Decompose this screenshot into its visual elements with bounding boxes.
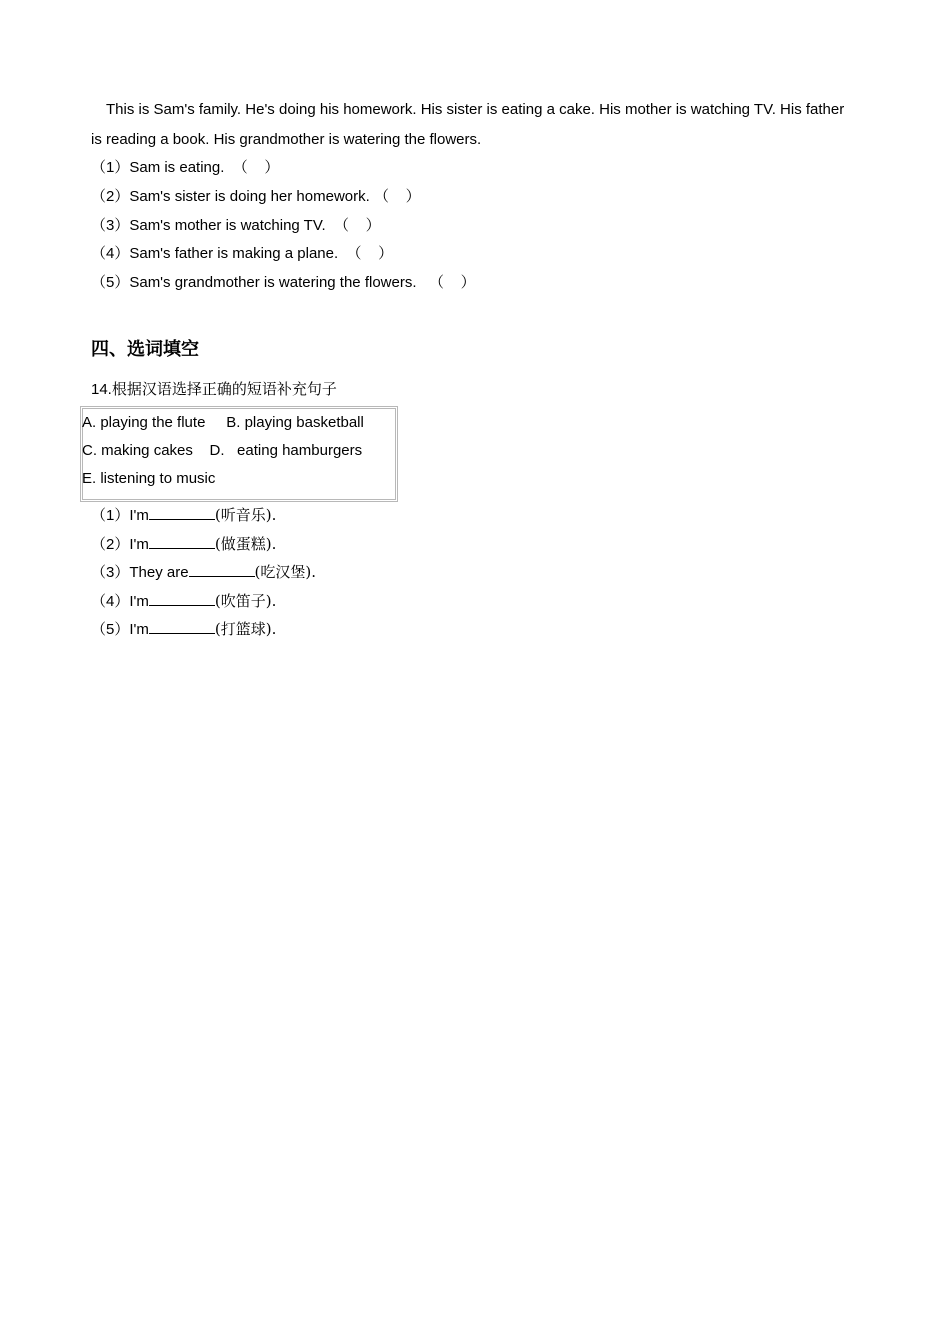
question-5: （5）Sam's grandmother is watering the flowers. （ ） [91,274,476,291]
option-line-3: E. listening to music [82,470,216,487]
passage-line-1: This is Sam's family. He's doing his homework. His sister is eating a cake. His mother is watching TV. His father [106,101,845,118]
fill-blank-item [91,505,276,526]
question-number: 14. [91,381,112,398]
question-14-prompt [91,379,337,400]
question-4: （4）Sam's father is making a plane. （ ） [91,245,394,262]
answer-blank[interactable] [149,534,215,549]
item-hint: (听音乐). [214,506,277,524]
passage-line-2: is reading a book. His grandmother is watering the flowers. [91,131,482,148]
item-hint: (做蛋糕). [214,534,277,553]
item-prefix: They are [129,564,189,581]
item-number: （4） [91,592,130,610]
item-prefix: I'm [129,507,149,524]
answer-blank[interactable] [189,562,255,577]
fill-blank-item [91,591,276,612]
answer-blank[interactable] [149,619,215,634]
question-text: 根据汉语选择正确的短语补充句子 [111,380,337,398]
section-heading: 四、选词填空 [91,339,199,360]
question-2: （2）Sam's sister is doing her homework. （ ） [91,188,421,205]
item-hint: (吹笛子). [214,591,277,610]
question-1: （1）Sam is eating. （ ） [91,159,280,176]
item-number: （1） [91,507,130,524]
item-prefix: I'm [129,621,149,638]
item-number: （5） [91,621,130,638]
item-number: （2） [91,535,130,553]
item-hint: (吃汉堡). [254,563,317,581]
item-hint: (打篮球). [214,620,277,638]
fill-blank-item [91,562,316,583]
item-number: （3） [91,564,130,581]
item-prefix: I'm [129,592,149,610]
fill-blank-item [91,534,276,555]
item-prefix: I'm [129,535,149,553]
option-line-2: C. making cakes D. eating hamburgers [82,442,363,459]
question-3: （3）Sam's mother is watching TV. （ ） [91,217,381,234]
answer-blank[interactable] [149,505,215,520]
fill-blank-item [91,619,276,640]
option-line-1: A. playing the flute B. playing basketball [82,414,364,431]
answer-blank[interactable] [149,591,215,606]
